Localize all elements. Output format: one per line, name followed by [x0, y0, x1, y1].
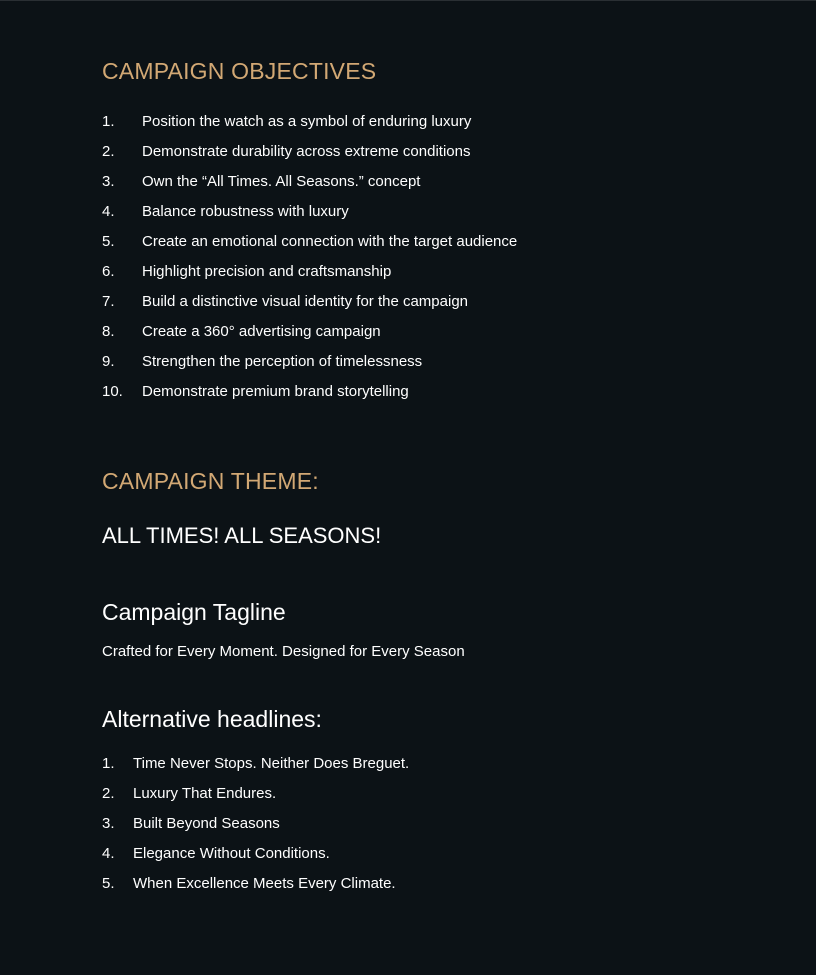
objective-text: Highlight precision and craftsmanship	[142, 263, 392, 280]
objective-text: Demonstrate premium brand storytelling	[142, 383, 409, 400]
objectives-heading: CAMPAIGN OBJECTIVES	[102, 58, 377, 84]
headline-text: Luxury That Endures.	[133, 785, 277, 802]
headline-text: Elegance Without Conditions.	[133, 845, 330, 862]
objective-text: Own the “All Times. All Seasons.” concept	[142, 173, 421, 190]
theme-heading: CAMPAIGN THEME:	[102, 468, 319, 494]
headline-number: 2.	[102, 785, 115, 802]
headline-text: Built Beyond Seasons	[133, 815, 280, 832]
theme-text: ALL TIMES! ALL SEASONS!	[102, 523, 382, 548]
headline-text: Time Never Stops. Neither Does Breguet.	[133, 755, 410, 772]
objective-number: 8.	[102, 323, 115, 340]
alternative-headlines-heading: Alternative headlines:	[102, 706, 322, 732]
objective-text: Balance robustness with luxury	[142, 203, 349, 220]
objective-number: 10.	[102, 383, 123, 400]
objective-number: 7.	[102, 293, 115, 310]
headline-number: 4.	[102, 845, 115, 862]
tagline-text: Crafted for Every Moment. Designed for Every Season	[102, 643, 465, 660]
objective-text: Create an emotional connection with the target audience	[142, 233, 518, 250]
objective-number: 2.	[102, 143, 115, 160]
objective-number: 9.	[102, 353, 115, 370]
objective-text: Demonstrate durability across extreme conditions	[142, 143, 471, 160]
objective-number: 1.	[102, 113, 115, 130]
headline-number: 1.	[102, 755, 115, 772]
objective-number: 3.	[102, 173, 115, 190]
headline-text: When Excellence Meets Every Climate.	[133, 875, 396, 892]
objective-text: Create a 360° advertising campaign	[142, 323, 381, 340]
objective-number: 5.	[102, 233, 115, 250]
objective-number: 6.	[102, 263, 115, 280]
objective-text: Position the watch as a symbol of enduring luxury	[142, 113, 472, 130]
tagline-heading: Campaign Tagline	[102, 599, 286, 625]
objective-number: 4.	[102, 203, 115, 220]
headline-number: 3.	[102, 815, 115, 832]
objective-text: Strengthen the perception of timelessness	[142, 353, 423, 370]
objective-text: Build a distinctive visual identity for the campaign	[142, 293, 469, 310]
headline-number: 5.	[102, 875, 115, 892]
